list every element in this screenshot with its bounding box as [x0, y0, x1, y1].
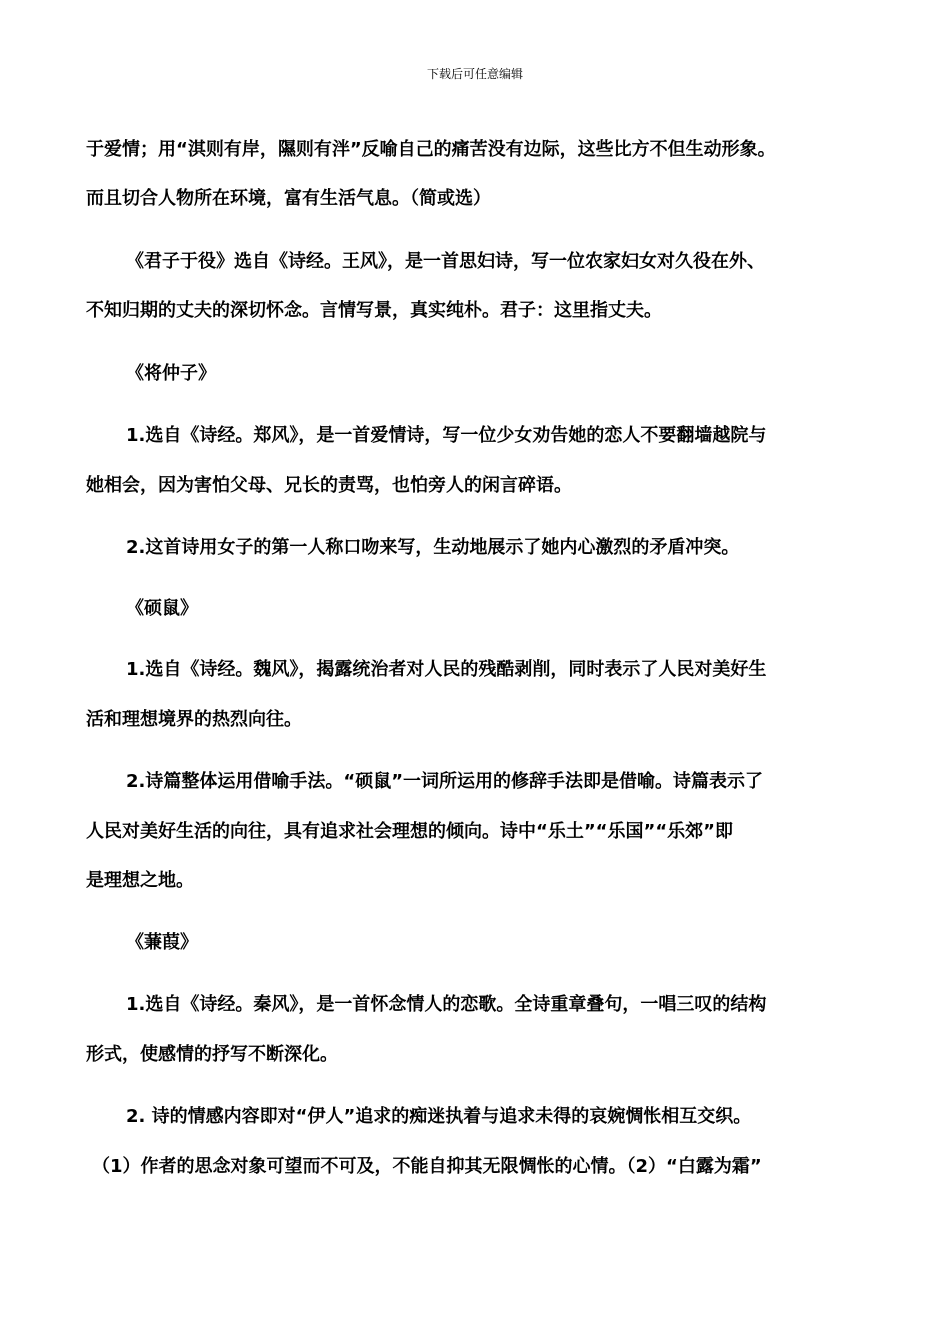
text-line: 形式，使感情的抒写不断深化。	[86, 1044, 338, 1065]
text-line: 是理想之地。	[86, 870, 194, 891]
text-line: 2.这首诗用女子的第一人称口吻来写，生动地展示了她内心激烈的矛盾冲突。	[126, 537, 740, 558]
text-line: 她相会，因为害怕父母、兄长的责骂，也怕旁人的闲言碎语。	[86, 475, 572, 496]
text-line: 人民对美好生活的向往，具有追求社会理想的倾向。诗中“乐土”“乐国”“乐郊”即	[86, 821, 733, 842]
text-line: 1.选自《诗经。郑风》，是一首爱情诗，写一位少女劝告她的恋人不要翻墙越院与	[126, 425, 767, 446]
text-line: 《君子于役》选自《诗经。王风》，是一首思妇诗，写一位农家妇女对久役在外、	[126, 251, 765, 272]
text-line: 而且切合人物所在环境，富有生活气息。（简或选）	[86, 188, 491, 209]
section-title: 《蒹葭》	[126, 932, 198, 953]
text-line: （1）作者的思念对象可望而不可及，不能自抑其无限惆怅的心情。（2）“白露为霜”	[92, 1156, 762, 1177]
text-line: 1.选自《诗经。秦风》，是一首怀念情人的恋歌。全诗重章叠句，一唱三叹的结构	[126, 994, 767, 1015]
section-title: 《将仲子》	[126, 363, 216, 384]
text-line: 活和理想境界的热烈向往。	[86, 709, 302, 730]
text-line: 2. 诗的情感内容即对“伊人”追求的痴迷执着与追求未得的哀婉惆怅相互交织。	[126, 1106, 752, 1127]
text-line: 2.诗篇整体运用借喻手法。“硕鼠”一词所运用的修辞手法即是借喻。诗篇表示了	[126, 771, 764, 792]
text-line: 于爱情；用“淇则有岸，隰则有泮”反喻自己的痛苦没有边际，这些比方不但生动形象。	[86, 139, 776, 160]
section-title: 《硕鼠》	[126, 598, 198, 619]
text-line: 不知归期的丈夫的深切怀念。言情写景，真实纯朴。君子：这里指丈夫。	[86, 300, 662, 321]
text-line: 1.选自《诗经。魏风》，揭露统治者对人民的残酷剥削，同时表示了人民对美好生	[126, 659, 767, 680]
page-header: 下载后可任意编辑	[426, 67, 523, 81]
